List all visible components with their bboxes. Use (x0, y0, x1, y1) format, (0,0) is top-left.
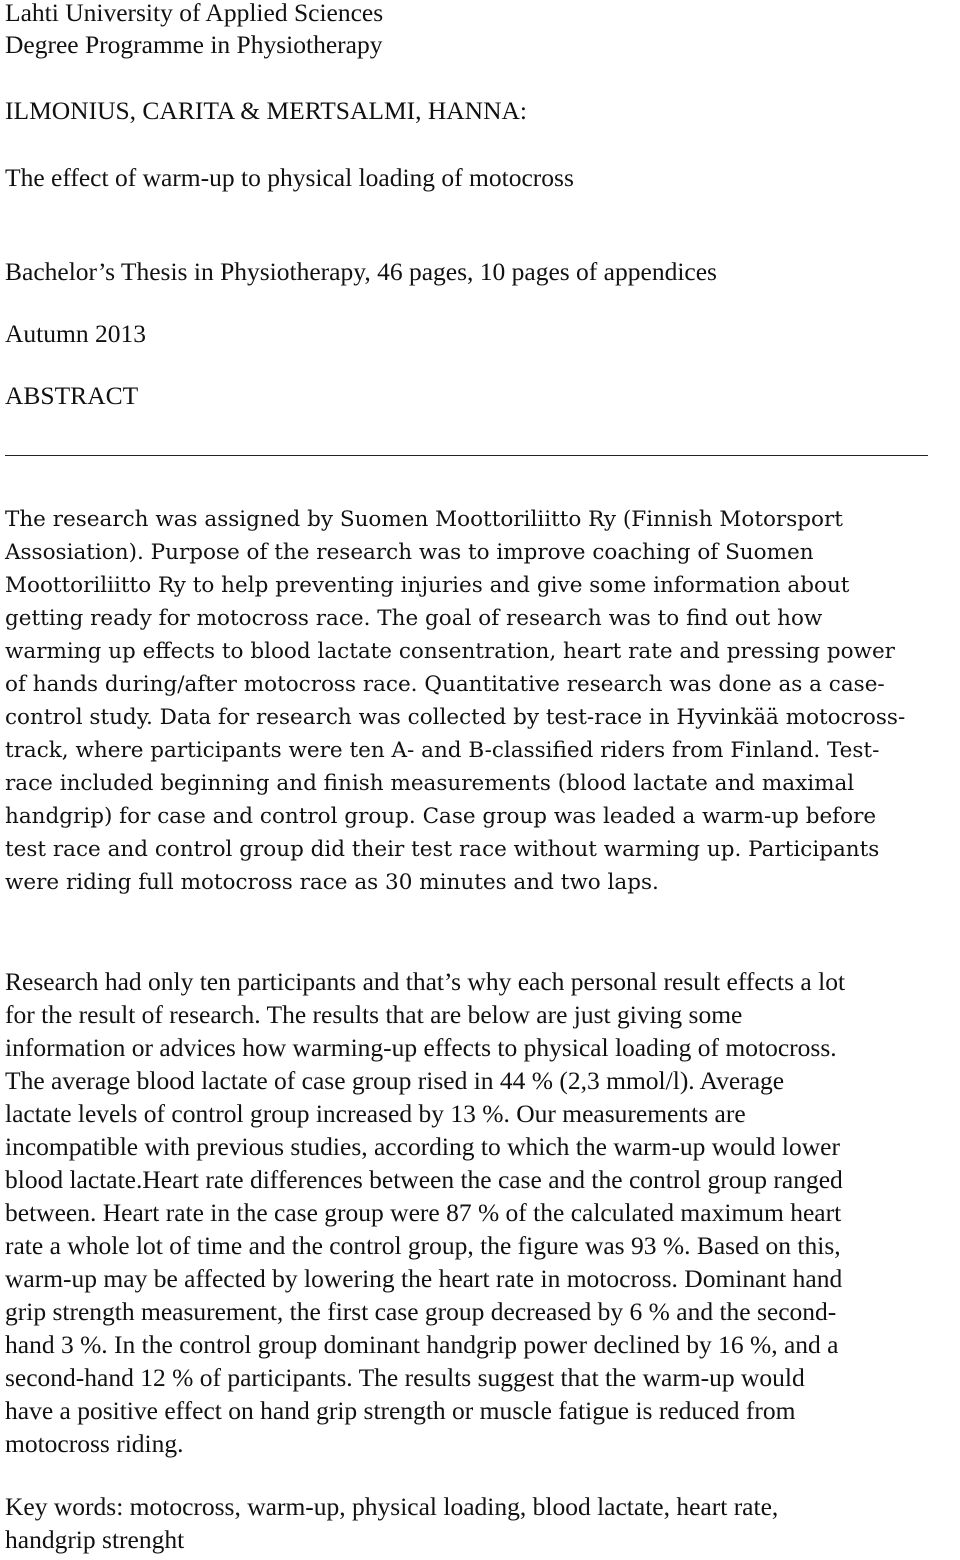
paragraph-line: rate a whole lot of time and the control group, the figure was 93 %. Based on this, (5, 1231, 841, 1260)
keywords-line: handgrip strenght (5, 1525, 185, 1554)
paragraph-line: incompatible with previous studies, according to which the warm-up would lower (5, 1132, 840, 1161)
paragraph-line: lactate levels of control group increased by 13 %. Our measurements are (5, 1099, 746, 1128)
paragraph-line: warming up effects to blood lactate consentration, heart rate and pressing power (5, 639, 895, 664)
university-name: Lahti University of Applied Sciences (5, 0, 384, 27)
degree-programme: Degree Programme in Physiotherapy (5, 30, 383, 59)
paragraph-line: second-hand 12 % of participants. The results suggest that the warm-up would (5, 1363, 805, 1392)
paragraph-line: test race and control group did their test race without warming up. Participants (5, 837, 880, 862)
thesis-info: Bachelor’s Thesis in Physiotherapy, 46 pages, 10 pages of appendices (5, 257, 717, 286)
paragraph-line: getting ready for motocross race. The goal of research was to find out how (5, 606, 823, 631)
paragraph-line: handgrip) for case and control group. Case group was leaded a warm-up before (5, 804, 877, 829)
paragraph-line: Research had only ten participants and that’s why each personal result effects a lot (5, 967, 846, 996)
keywords (5, 1490, 778, 1556)
paragraph-line: of hands during/after motocross race. Quantitative research was done as a case- (5, 672, 885, 697)
paragraph-line: Moottoriliitto Ry to help preventing injuries and give some information about (5, 573, 850, 598)
paragraph-line: hand 3 %. In the control group dominant handgrip power declined by 16 %, and a (5, 1330, 839, 1359)
section-heading-abstract: ABSTRACT (5, 381, 139, 410)
thesis-title: The effect of warm-up to physical loading of motocross (5, 163, 574, 192)
paragraph-line: The average blood lactate of case group rised in 44 % (2,3 mmol/l). Average (5, 1066, 785, 1095)
paragraph-line: control study. Data for research was collected by test-race in Hyvinkää motocross- (5, 705, 906, 730)
paragraph-line: grip strength measurement, the first case group decreased by 6 % and the second- (5, 1297, 837, 1326)
paragraph-line: blood lactate.Heart rate differences between the case and the control group ranged (5, 1165, 843, 1194)
paragraph-line: Assosiation). Purpose of the research was to improve coaching of Suomen (5, 540, 814, 565)
abstract-paragraph-1 (5, 503, 905, 899)
paragraph-line: motocross riding. (5, 1429, 184, 1458)
paragraph-line: for the result of research. The results that are below are just giving some (5, 1000, 743, 1029)
paragraph-line: track, where participants were ten A- and B-classified riders from Finland. Test- (5, 738, 880, 763)
horizontal-rule (5, 455, 928, 456)
publication-date: Autumn 2013 (5, 319, 146, 348)
keywords-line: Key words: motocross, warm-up, physical loading, blood lactate, heart rate, (5, 1492, 779, 1521)
authors: ILMONIUS, CARITA & MERTSALMI, HANNA: (5, 96, 528, 125)
paragraph-line: race included beginning and finish measurements (blood lactate and maximal (5, 771, 855, 796)
paragraph-line: information or advices how warming-up effects to physical loading of motocross. (5, 1033, 837, 1062)
paragraph-line: The research was assigned by Suomen Moottoriliitto Ry (Finnish Motorsport (5, 507, 843, 532)
paragraph-line: warm-up may be affected by lowering the heart rate in motocross. Dominant hand (5, 1264, 843, 1293)
paragraph-line: were riding full motocross race as 30 minutes and two laps. (5, 870, 659, 895)
paragraph-line: have a positive effect on hand grip strength or muscle fatigue is reduced from (5, 1396, 796, 1425)
abstract-paragraph-2 (5, 965, 845, 1460)
paragraph-line: between. Heart rate in the case group were 87 % of the calculated maximum heart (5, 1198, 842, 1227)
